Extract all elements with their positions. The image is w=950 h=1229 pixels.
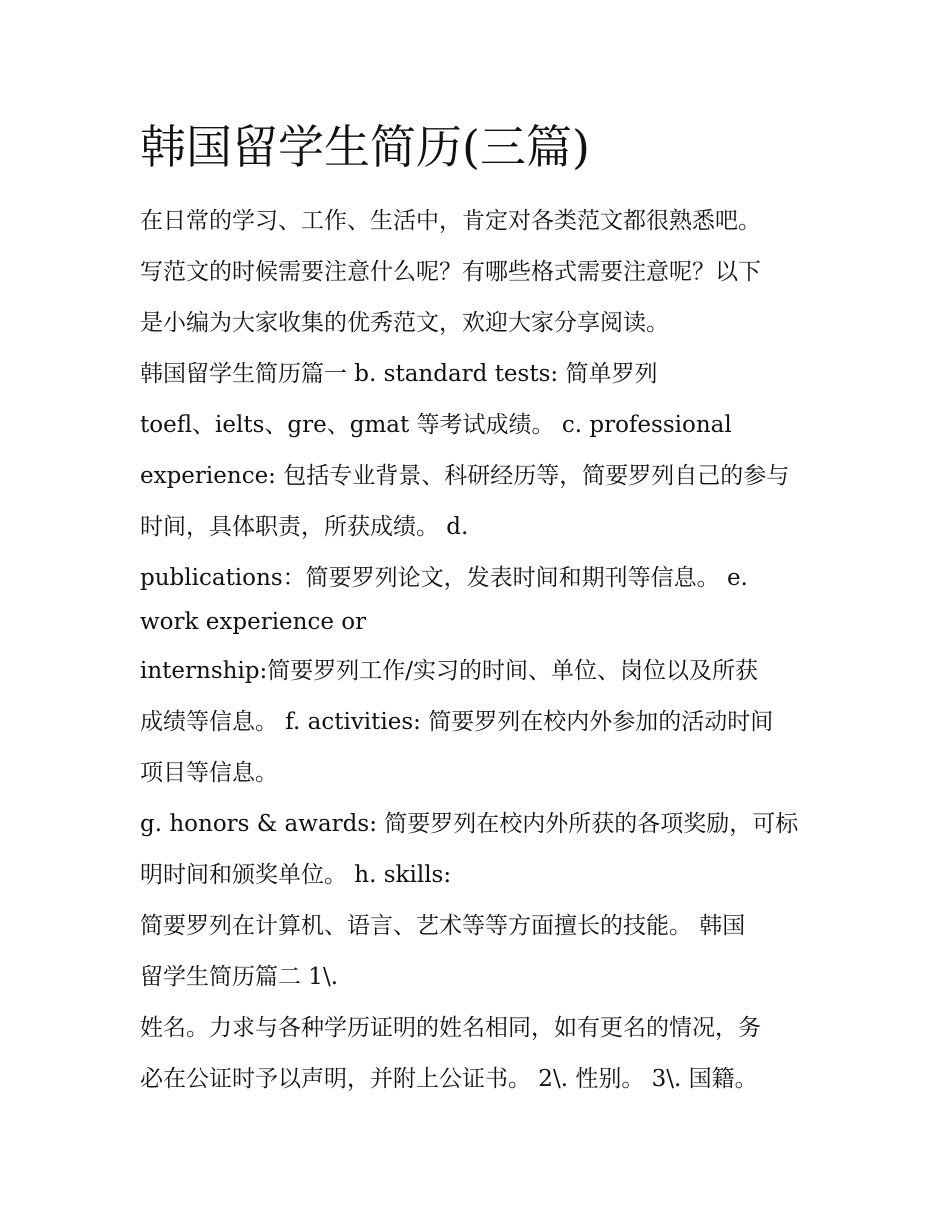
paragraph-line: 明时间和颁奖单位。 h. skills:	[140, 862, 452, 888]
paragraph-line: 韩国留学生简历篇一 b. standard tests: 简单罗列	[140, 361, 658, 387]
paragraph-line: toefl、ielts、gre、gmat 等考试成绩。 c. professional	[140, 412, 732, 438]
document-title: 韩国留学生简历(三篇)	[140, 120, 590, 174]
paragraph-line: 在日常的学习、工作、生活中，肯定对各类范文都很熟悉吧。	[140, 208, 761, 234]
paragraph-line: 写范文的时候需要注意什么呢？有哪些格式需要注意呢？以下	[140, 259, 761, 285]
paragraph-line: 时间，具体职责，所获成绩。 d.	[140, 514, 469, 540]
paragraph-line: experience: 包括专业背景、科研经历等，简要罗列自己的参与	[140, 463, 790, 489]
paragraph-line: 留学生简历篇二 1\.	[140, 964, 339, 990]
paragraph-line: 简要罗列在计算机、语言、艺术等等方面擅长的技能。 韩国	[140, 913, 746, 939]
paragraph-line: 姓名。力求与各种学历证明的姓名相同，如有更名的情况，务	[140, 1015, 761, 1041]
paragraph-line: 是小编为大家收集的优秀范文，欢迎大家分享阅读。	[140, 310, 669, 336]
paragraph-line: publications：简要罗列论文，发表时间和期刊等信息。 e.	[140, 565, 748, 591]
paragraph-line: 必在公证时予以声明，并附上公证书。 2\. 性别。 3\. 国籍。	[140, 1066, 758, 1092]
paragraph-line: internship:简要罗列工作/实习的时间、单位、岗位以及所获	[140, 658, 759, 684]
paragraph-line: g. honors & awards: 简要罗列在校内外所获的各项奖励，可标	[140, 811, 799, 837]
paragraph-line: 成绩等信息。 f. activities: 简要罗列在校内外参加的活动时间	[140, 709, 774, 735]
paragraph-line: 项目等信息。	[140, 760, 278, 786]
paragraph-line: work experience or	[140, 609, 367, 635]
